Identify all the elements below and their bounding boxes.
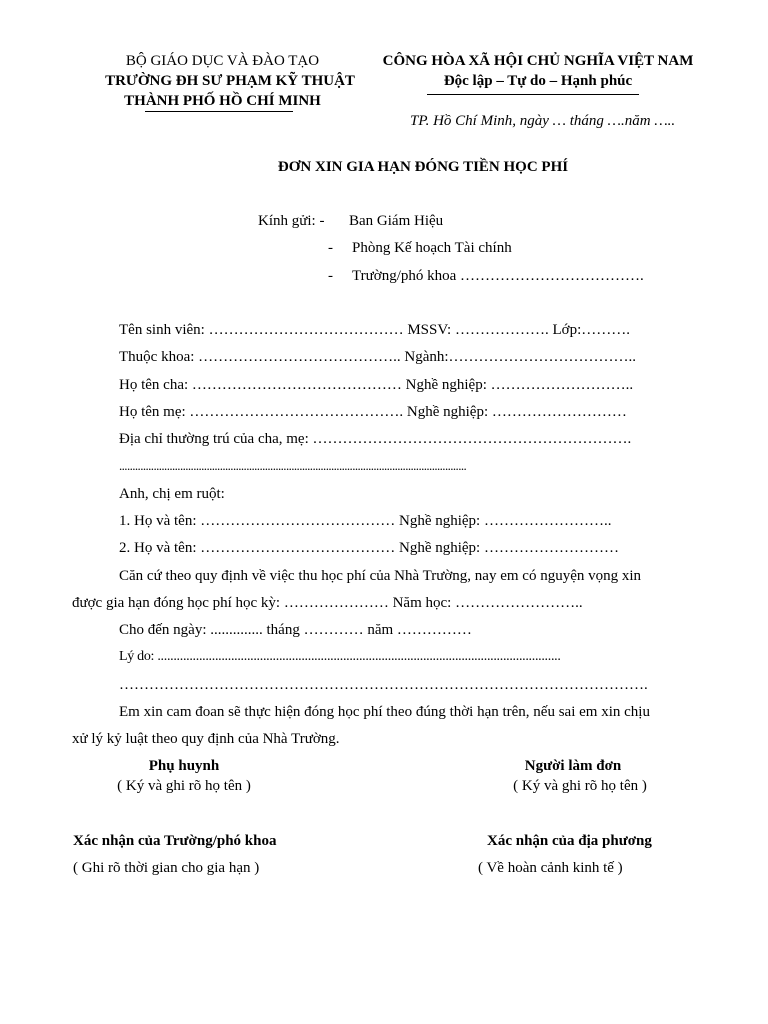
recipient-dash-3: - xyxy=(328,268,333,284)
parent-signature-note: ( Ký và ghi rõ họ tên ) xyxy=(117,778,251,794)
address-continuation: ................................................................................................................................... xyxy=(119,458,467,473)
document-title: ĐƠN XIN GIA HẠN ĐÓNG TIỀN HỌC PHÍ xyxy=(277,159,569,175)
faculty-confirmation-title: Xác nhận của Trường/phó khoa xyxy=(73,833,277,849)
republic-title: CÔNG HÒA XÃ HỘI CHỦ NGHĨA VIỆT NAM xyxy=(382,53,694,69)
local-confirmation-title: Xác nhận của địa phương xyxy=(487,833,652,849)
pledge-line-2: xử lý kỷ luật theo quy định của Nhà Trường. xyxy=(72,731,340,747)
place-date: TP. Hồ Chí Minh, ngày … tháng ….năm ….. xyxy=(410,113,676,129)
deadline-line: Cho đến ngày: .............. tháng ………… năm …………… xyxy=(119,622,472,638)
pledge-line-1: Em xin cam đoan sẽ thực hiện đóng học phí theo đúng thời hạn trên, nếu sai em xin chịu xyxy=(119,704,650,720)
school-name-line2: THÀNH PHỐ HỒ CHÍ MINH xyxy=(124,93,321,109)
address-line: Địa chỉ thường trú của cha, mẹ: ………………………………………………………. xyxy=(119,431,632,447)
recipient-board: Ban Giám Hiệu xyxy=(349,213,444,229)
recipient-faculty: Trường/phó khoa ………………………………. xyxy=(352,268,644,284)
national-motto: Độc lập – Tự do – Hạnh phúc xyxy=(443,73,633,89)
sibling-2-line: 2. Họ và tên: ………………………………… Nghề nghiệp: ……………………… xyxy=(119,540,619,556)
mother-info-line: Họ tên mẹ: ……………………………………. Nghề nghiệp: ……………………… xyxy=(119,404,627,420)
father-info-line: Họ tên cha: …………………………………… Nghề nghiệp: ……………………….. xyxy=(119,377,634,393)
siblings-label: Anh, chị em ruột: xyxy=(119,486,225,502)
local-confirmation-note: ( Về hoàn cảnh kinh tế ) xyxy=(478,860,623,876)
student-info-line: Tên sinh viên: ………………………………… MSSV: ………………. Lớp:………. xyxy=(119,322,630,338)
applicant-signature-note: ( Ký và ghi rõ họ tên ) xyxy=(513,778,647,794)
reason-line: Lý do: .............................................................................................................................. xyxy=(119,649,561,664)
recipient-dash-2: - xyxy=(328,240,333,256)
recipient-finance: Phòng Kế hoạch Tài chính xyxy=(352,240,512,256)
basis-line-1: Căn cứ theo quy định về việc thu học phí của Nhà Trường, nay em có nguyện vọng xin xyxy=(119,568,642,584)
reason-continuation: ……………………………………………………………………………………………. xyxy=(119,677,648,693)
basis-line-2: được gia hạn đóng học phí học kỳ: ………………… Năm học: …………………….. xyxy=(72,595,583,611)
parent-signature-title: Phụ huynh xyxy=(148,758,220,774)
school-name-line1: TRƯỜNG ĐH SƯ PHẠM KỸ THUẬT xyxy=(105,73,355,89)
ministry-name: BỘ GIÁO DỤC VÀ ĐÀO TẠO xyxy=(125,53,320,69)
applicant-signature-title: Người làm đơn xyxy=(524,758,622,774)
faculty-major-line: Thuộc khoa: ………………………………….. Ngành:……………………………….. xyxy=(119,349,637,365)
sibling-1-line: 1. Họ và tên: ………………………………… Nghề nghiệp: …………………….. xyxy=(119,513,612,529)
faculty-confirmation-note: ( Ghi rõ thời gian cho gia hạn ) xyxy=(73,860,260,876)
school-underline xyxy=(145,111,293,112)
recipient-label: Kính gửi: - xyxy=(258,213,325,229)
motto-underline xyxy=(427,94,639,95)
